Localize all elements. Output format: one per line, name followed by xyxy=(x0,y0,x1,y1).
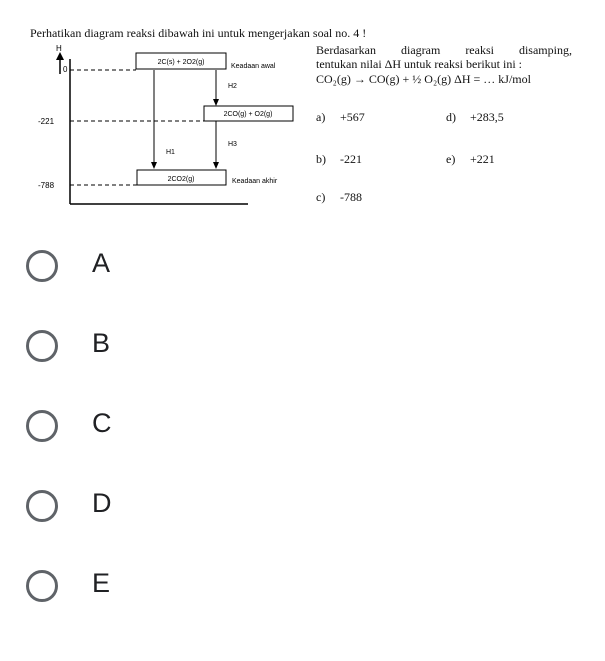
box-final-text: 2CO2(g) xyxy=(167,176,195,183)
radio-button[interactable] xyxy=(26,570,58,602)
radio-button[interactable] xyxy=(26,330,58,362)
option-e xyxy=(446,152,495,167)
option-letter: b) xyxy=(316,152,326,166)
level-value-221: -221 xyxy=(38,117,55,126)
label-h1: H1 xyxy=(166,149,175,156)
label-h3: H3 xyxy=(228,141,237,148)
option-value: -788 xyxy=(340,190,362,204)
radio-button[interactable] xyxy=(26,250,58,282)
label-h2: H2 xyxy=(228,83,237,90)
choice-a[interactable] xyxy=(22,245,222,297)
option-letter: d) xyxy=(446,110,456,124)
box-intermediate-text: 2CO(g) + O2(g) xyxy=(223,111,273,118)
option-value: +283,5 xyxy=(470,110,504,124)
option-letter: c) xyxy=(316,190,326,204)
arrow-h1-head xyxy=(151,162,157,169)
question-word: disamping, xyxy=(518,43,572,57)
choice-e[interactable] xyxy=(22,565,222,617)
radio-button[interactable] xyxy=(26,410,58,442)
choice-label: C xyxy=(92,408,112,438)
choice-label: A xyxy=(92,248,111,278)
question-intro: Perhatikan diagram reaksi dibawah ini untuk mengerjakan soal no. 4 ! xyxy=(30,26,367,40)
h-axis-arrowhead xyxy=(56,52,64,60)
option-d xyxy=(446,110,504,125)
option-letter: a) xyxy=(316,110,326,124)
question-equation: CO₂(g) → CO(g) + ½ O₂(g) ΔH = … kJ/mol xyxy=(316,72,531,86)
option-value: +221 xyxy=(470,152,495,166)
choice-d[interactable] xyxy=(22,485,222,537)
option-letter: e) xyxy=(446,152,456,166)
enthalpy-diagram xyxy=(0,0,310,215)
level-value-0: 0 xyxy=(63,65,68,74)
arrow-h2-head xyxy=(213,99,219,106)
radio-button[interactable] xyxy=(26,490,58,522)
choice-label: E xyxy=(92,568,111,598)
label-initial-state: Keadaan awal xyxy=(231,63,276,70)
label-final-state: Keadaan akhir xyxy=(232,178,278,185)
choice-c[interactable] xyxy=(22,405,222,457)
question-area xyxy=(0,0,605,220)
option-c xyxy=(316,190,362,205)
question-word: reaksi xyxy=(465,43,494,57)
question-word: diagram xyxy=(400,43,441,57)
option-b xyxy=(316,152,362,167)
option-value: +567 xyxy=(340,110,365,124)
h-axis-label: H xyxy=(56,44,62,53)
choice-b[interactable] xyxy=(22,325,222,377)
choice-label: B xyxy=(92,328,111,358)
option-value: -221 xyxy=(340,152,362,166)
question-word: Berdasarkan xyxy=(316,43,376,57)
box-initial-text: 2C(s) + 2O2(g) xyxy=(157,59,205,66)
level-value-788: -788 xyxy=(38,181,55,190)
arrow-h3-head xyxy=(213,162,219,169)
question-text-line1 xyxy=(316,43,572,58)
question-text-line2: tentukan nilai ΔH untuk reaksi berikut ini : xyxy=(316,57,523,71)
option-a xyxy=(316,110,365,125)
choice-label: D xyxy=(92,488,112,518)
